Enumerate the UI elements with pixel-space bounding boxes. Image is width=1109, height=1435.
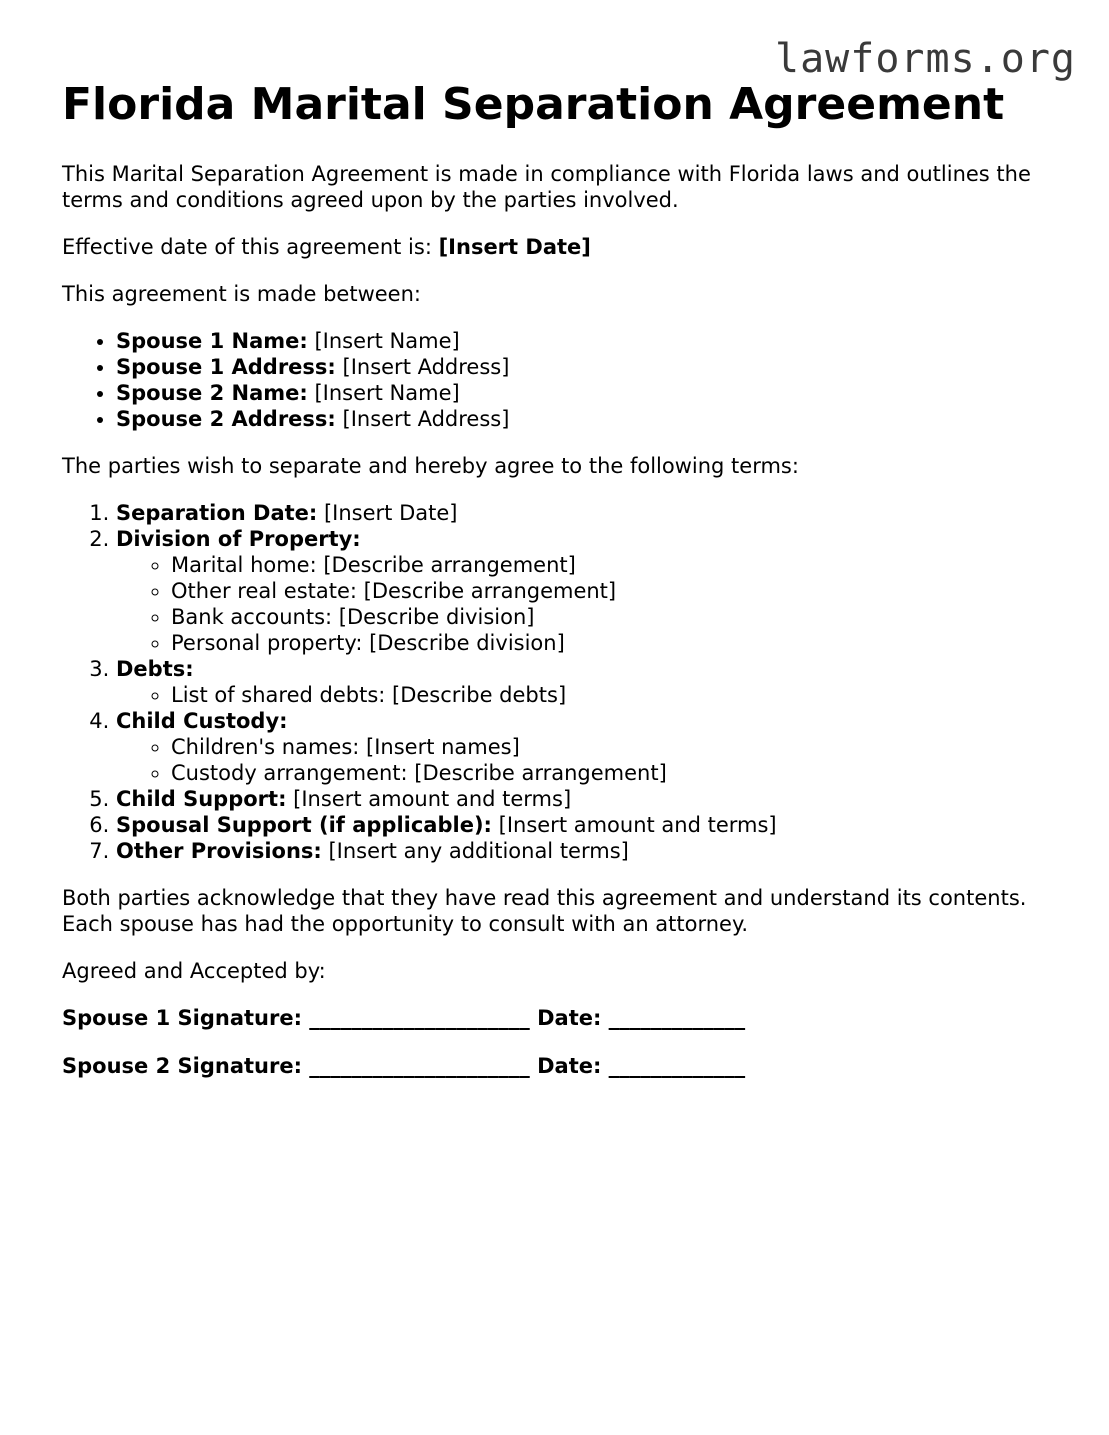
- term-value: [Insert amount and terms]: [491, 813, 777, 837]
- intro-paragraph: This Marital Separation Agreement is made in compliance with Florida laws and outlines the terms and conditions agreed upon by the parties involved.: [62, 162, 1031, 212]
- list-item: [116, 328, 1052, 354]
- term-label: Child Support:: [116, 787, 287, 811]
- term-label: Debts:: [116, 657, 194, 681]
- agreed-line: Agreed and Accepted by:: [62, 959, 326, 983]
- watermark: lawforms.org: [775, 36, 1076, 82]
- party-value: [Insert Address]: [335, 407, 510, 431]
- list-item: ◦ Custody arrangement: [Describe arrangement]: [171, 760, 1052, 786]
- list-item: [116, 380, 1052, 406]
- term-child-support: [116, 786, 1052, 812]
- custody-sublist: [116, 734, 1052, 786]
- spouse-2-signature-line: Spouse 2 Signature: _____________________ Date: _____________: [62, 1054, 746, 1078]
- list-item: ◦ Personal property: [Describe division]: [171, 630, 1052, 656]
- parties-list: [62, 328, 1052, 432]
- term-other-provisions: [116, 838, 1052, 864]
- debts-sublist: [116, 682, 1052, 708]
- between-line: This agreement is made between:: [62, 282, 421, 306]
- term-label: Separation Date:: [116, 501, 318, 525]
- term-division-of-property: [116, 526, 1052, 656]
- party-label: Spouse 2 Address:: [116, 407, 336, 431]
- acknowledgement-paragraph: Both parties acknowledge that they have read this agreement and understand its contents. Each spouse has had the opportunity to consult with an attorney.: [62, 886, 1027, 936]
- effective-date-line: [62, 234, 1052, 260]
- party-label: Spouse 1 Name:: [116, 329, 308, 353]
- page-title: Florida Marital Separation Agreement: [62, 79, 1005, 130]
- list-item: ◦ List of shared debts: [Describe debts]: [171, 682, 1052, 708]
- term-value: [Insert any additional terms]: [321, 839, 629, 863]
- terms-list: [62, 500, 1052, 864]
- term-value: [Insert amount and terms]: [286, 787, 572, 811]
- term-spousal-support: [116, 812, 1052, 838]
- effective-date-value: [Insert Date]: [438, 235, 591, 259]
- term-label: Child Custody:: [116, 709, 288, 733]
- term-debts: [116, 656, 1052, 708]
- term-label: Division of Property:: [116, 527, 361, 551]
- party-value: [Insert Address]: [335, 355, 510, 379]
- terms-intro: The parties wish to separate and hereby agree to the following terms:: [62, 454, 799, 478]
- party-label: Spouse 1 Address:: [116, 355, 336, 379]
- list-item: [116, 406, 1052, 432]
- list-item: [116, 354, 1052, 380]
- document-body: [62, 78, 1052, 1079]
- term-label: Spousal Support (if applicable):: [116, 813, 492, 837]
- list-item: ◦ Children's names: [Insert names]: [171, 734, 1052, 760]
- term-value: [Insert Date]: [317, 501, 458, 525]
- term-label: Other Provisions:: [116, 839, 322, 863]
- term-separation-date: [116, 500, 1052, 526]
- party-value: [Insert Name]: [307, 329, 460, 353]
- list-item: ◦ Marital home: [Describe arrangement]: [171, 552, 1052, 578]
- property-sublist: [116, 552, 1052, 656]
- list-item: ◦ Other real estate: [Describe arrangement]: [171, 578, 1052, 604]
- spouse-1-signature-line: Spouse 1 Signature: _____________________ Date: _____________: [62, 1006, 746, 1030]
- term-child-custody: [116, 708, 1052, 786]
- effective-date-label: Effective date of this agreement is:: [62, 235, 439, 259]
- party-value: [Insert Name]: [307, 381, 460, 405]
- party-label: Spouse 2 Name:: [116, 381, 308, 405]
- list-item: ◦ Bank accounts: [Describe division]: [171, 604, 1052, 630]
